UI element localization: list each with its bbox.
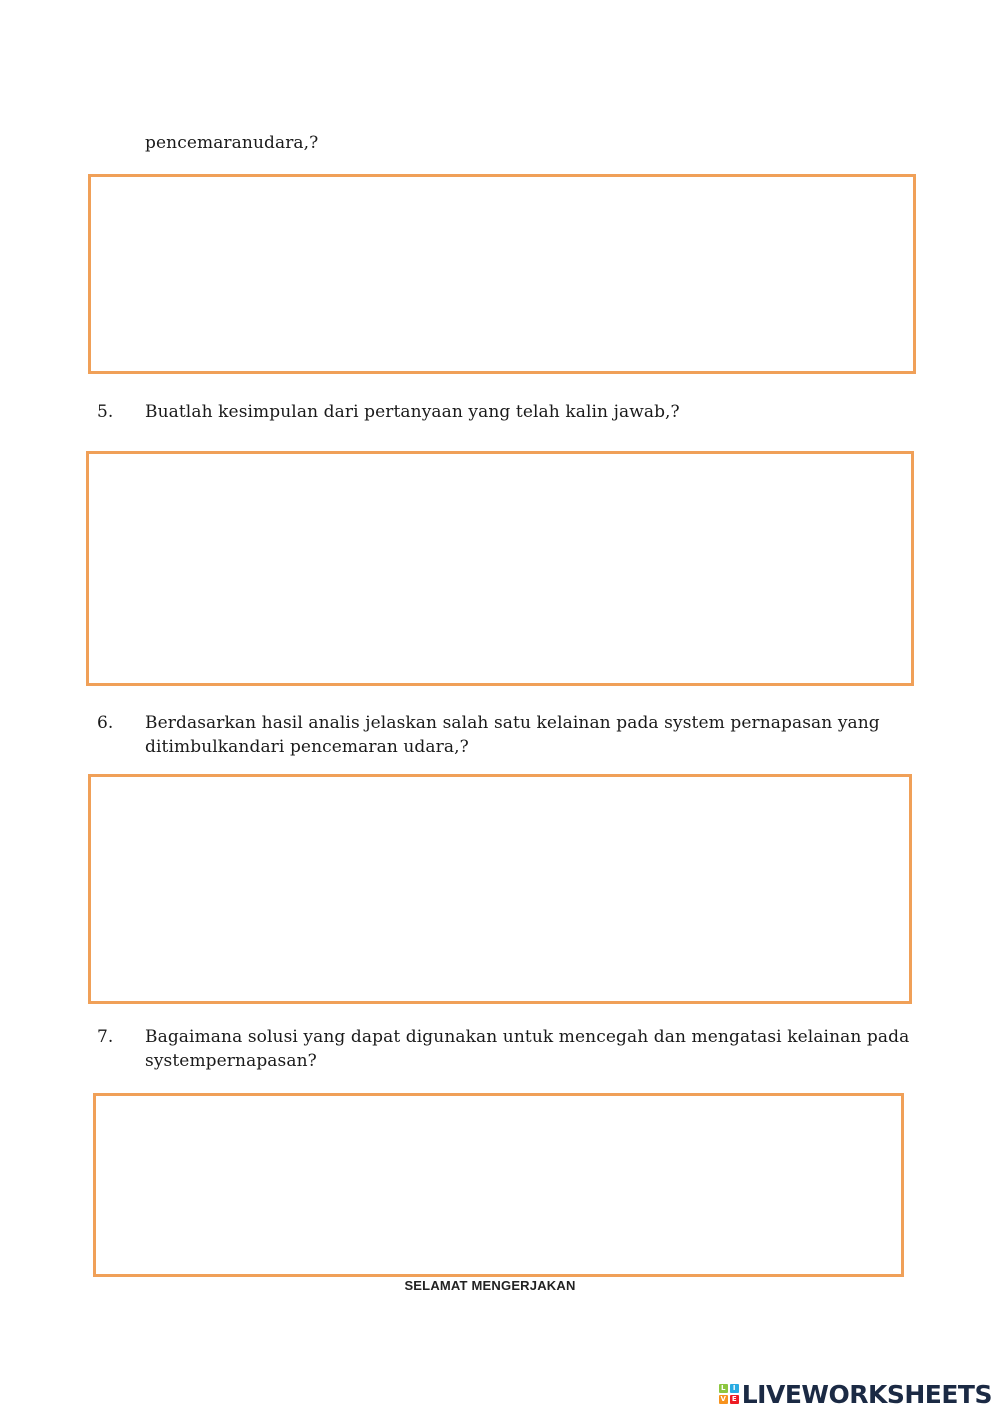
question-line: ditimbulkandari pencemaran udara,?: [145, 737, 469, 757]
answer-box-4[interactable]: [88, 174, 916, 374]
liveworksheets-logo-icon: [719, 1384, 739, 1404]
liveworksheets-brand: [719, 1378, 992, 1410]
logo-letter: L: [719, 1384, 728, 1393]
question-line: Buatlah kesimpulan dari pertanyaan yang telah kalin jawab,?: [145, 402, 680, 422]
question-7-text: [145, 1025, 909, 1073]
logo-letter: I: [730, 1384, 739, 1393]
logo-letter: V: [720, 1395, 726, 1403]
answer-input-5[interactable]: [89, 454, 911, 683]
question-line: systempernapasan?: [145, 1051, 317, 1071]
answer-box-6[interactable]: [88, 774, 912, 1004]
answer-input-4[interactable]: [91, 177, 913, 371]
closing-text: SELAMAT MENGERJAKAN: [404, 1278, 576, 1293]
answer-input-6[interactable]: [91, 777, 909, 1001]
logo-letter: E: [730, 1395, 739, 1404]
answer-box-5[interactable]: [86, 451, 914, 686]
question-line: Berdasarkan hasil analis jelaskan salah satu kelainan pada system pernapasan yang: [145, 713, 880, 733]
question-line: pencemaranudara,?: [145, 133, 319, 153]
brand-name: LIVEWORKSHEETS: [741, 1379, 992, 1409]
answer-input-7[interactable]: [96, 1096, 901, 1274]
question-5-number: 5.: [97, 402, 114, 422]
question-6-text: [145, 711, 880, 759]
question-4-text-continued: [145, 131, 318, 155]
question-line: Bagaimana solusi yang dapat digunakan untuk mencegah dan mengatasi kelainan pada: [145, 1027, 910, 1047]
question-6-number: 6.: [97, 713, 114, 733]
question-7-number: 7.: [97, 1027, 114, 1047]
question-5-text: [145, 400, 680, 424]
answer-box-7[interactable]: [93, 1093, 904, 1277]
